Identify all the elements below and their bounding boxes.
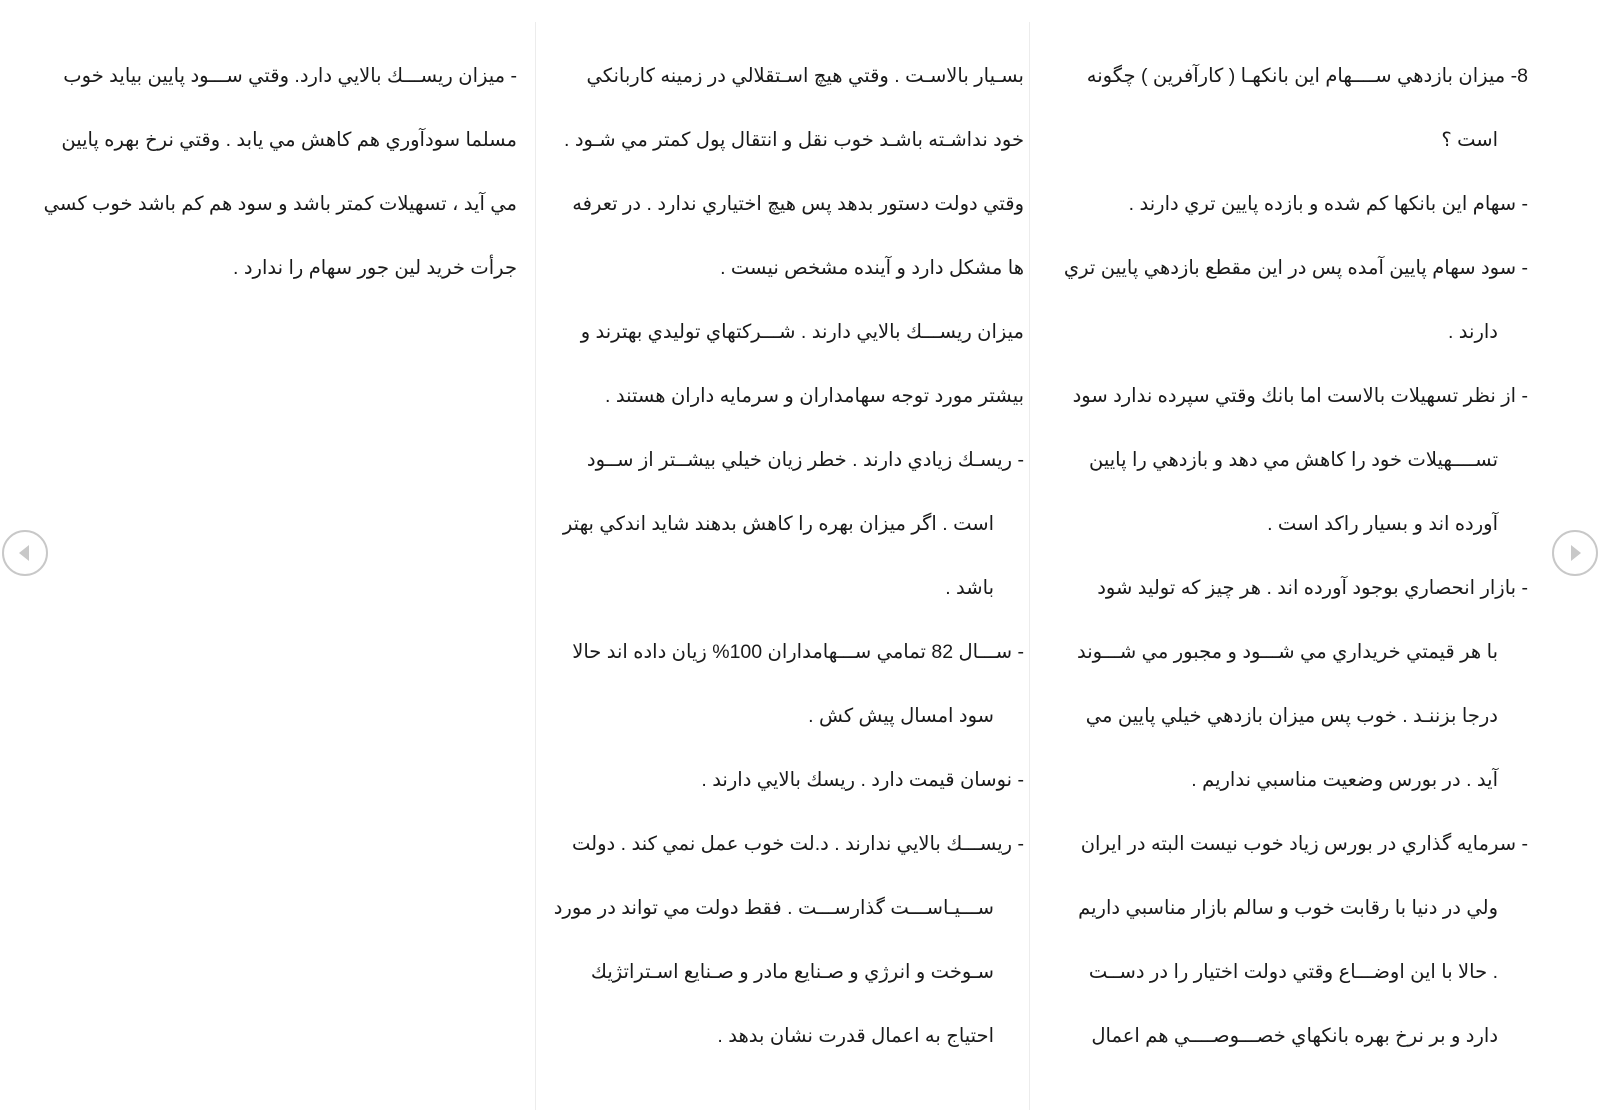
text-line: بيشتر مورد توجه سهامداران و سرمايه داران هستند . [605, 385, 1024, 407]
text-line: آورده اند و بسيار راكد است . [1267, 513, 1498, 535]
column-divider-right [1029, 22, 1030, 1110]
text-line: - سهام اين بانكها كم شده و بازده پايين تري دارند . [1128, 193, 1528, 215]
text-line: است ؟ [1441, 129, 1498, 151]
text-line: جرأت خريد لين جور سهام را ندارد . [233, 257, 517, 279]
text-line: با هر قيمتي خريداري مي شـــود و مجبور مي شـــوند [1076, 641, 1498, 663]
text-line: دارد و بر نرخ بهره بانكهاي خصـــوصــــي هم اعمال [1091, 1025, 1498, 1047]
text-line: بسـيار بالاسـت . وقتي هيچ اسـتقلالي در زمينه كاربانكي [586, 65, 1024, 87]
text-line: - سرمايه گذاري در بورس زياد خوب نيست البته در ايران [1080, 833, 1528, 855]
text-column-middle [553, 44, 1024, 1068]
text-line: - ريسـك زيادي دارند . خطر زيان خيلي بيشــتر از ســود [586, 449, 1024, 471]
chevron-right-icon [1554, 532, 1596, 574]
text-line: وقتي دولت دستور بدهد پس هيچ اختياري ندارد . در تعرفه [572, 193, 1024, 215]
column-divider-left [535, 22, 536, 1110]
text-line: ميزان ريســـك بالايي دارند . شـــركتهاي توليدي بهترند و [580, 321, 1024, 343]
next-page-button[interactable] [1552, 530, 1598, 576]
text-line: سـوخت و انرژي و صـنايع مادر و صـنايع اسـتراتژيك [590, 961, 994, 983]
text-line: . حالا با اين اوضـــاع وقتي دولت اختيار را در دســت [1088, 961, 1498, 983]
text-line: آيد . در بورس وضعيت مناسبي نداريم . [1191, 769, 1498, 791]
text-line: - از نظر تسهيلات بالاست اما بانك وقتي سپرده ندارد سود [1072, 385, 1528, 407]
text-line: ســـيـاســـت گذارســـت . فقط دولت مي تواند در مورد [553, 897, 994, 919]
text-line: - سود سهام پايين آمده پس در اين مقطع بازدهي پايين تري [1063, 257, 1528, 279]
text-line: - نوسان قيمت دارد . ريسك بالايي دارند . [701, 769, 1024, 791]
text-line: - ميزان ريســـك بالايي دارد. وقتي ســـود پايين بيايد خوب [63, 65, 517, 87]
text-line: تســــهيلات خود را كاهش مي دهد و بازدهي را پايين [1089, 449, 1498, 471]
text-line: خود نداشـته باشـد خوب نقل و انتقال پول كمتر مي شـود . [564, 129, 1024, 151]
text-line: درجا بزننـد . خوب پس ميزان بازدهي خيلي پايين مي [1085, 705, 1498, 727]
text-column-left [43, 44, 517, 300]
text-line: ولي در دنيا با رقابت خوب و سالم بازار مناسبي داريم [1078, 897, 1498, 919]
text-column-right [1063, 44, 1528, 1068]
text-line: - ريســـك بالايي ندارند . د.لت خوب عمل نمي كند . دولت [572, 833, 1024, 855]
chevron-left-icon [4, 532, 46, 574]
text-line: مسلما سودآوري هم كاهش مي يابد . وقتي نرخ بهره پايين [61, 129, 517, 151]
previous-page-button[interactable] [2, 530, 48, 576]
text-line: ها مشكل دارد و آينده مشخص نيست . [720, 257, 1024, 279]
text-line: مي آيد ، تسهيلات كمتر باشد و سود هم كم باشد خوب كسي [43, 193, 517, 215]
text-line: - بازار انحصاري بوجود آورده اند . هر چيز كه توليد شود [1097, 577, 1528, 599]
text-line: است . اگر ميزان بهره را كاهش بدهند شايد اندكي بهتر [562, 513, 994, 535]
text-line: 8- ميزان بازدهي ســــهام اين بانكهـا ( كارآفرين ) چگونه [1086, 65, 1528, 87]
text-line: احتياج به اعمال قدرت نشان بدهد . [717, 1025, 994, 1047]
text-line: دارند . [1447, 321, 1498, 343]
text-line: سود امسال پيش كش . [808, 705, 994, 727]
text-line: باشد . [945, 577, 994, 599]
text-line: - ســـال 82 تمامي ســـهامداران 100% زيان داده اند حالا [572, 641, 1024, 663]
